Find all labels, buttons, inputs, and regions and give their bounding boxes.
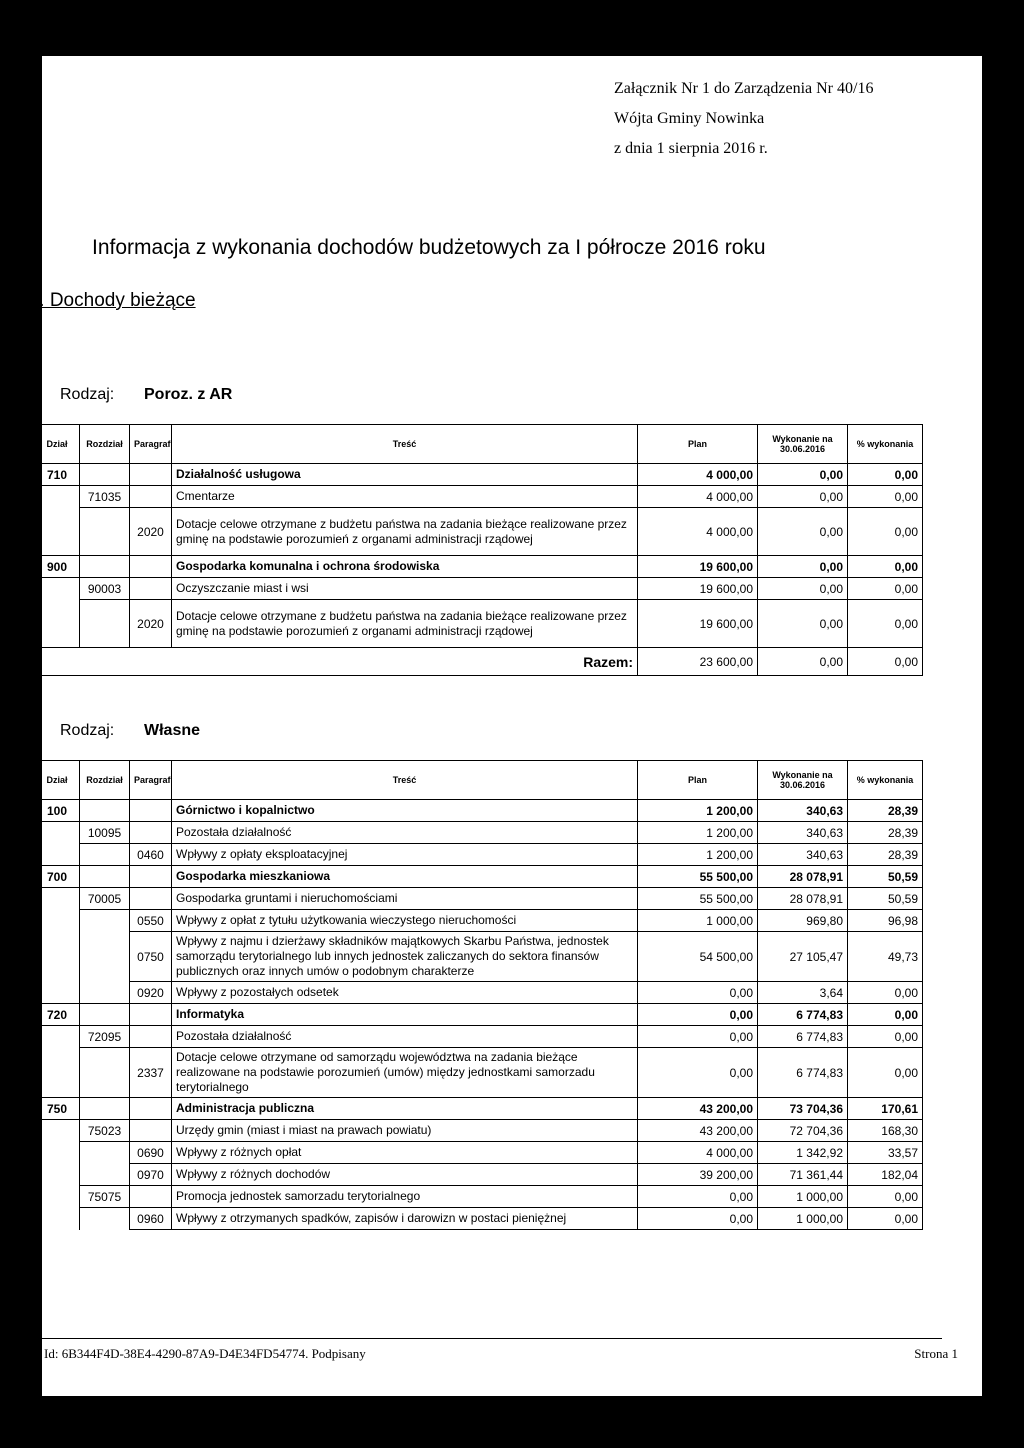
table-row xyxy=(35,1164,923,1186)
cell-paragraf xyxy=(130,486,172,508)
total-procent: 0,00 xyxy=(848,648,923,676)
cell-plan: 0,00 xyxy=(638,1186,758,1208)
cell-plan: 1 000,00 xyxy=(638,910,758,932)
cell-paragraf: 0750 xyxy=(130,932,172,982)
footer-rule xyxy=(42,1338,942,1339)
cell-wykonanie: 0,00 xyxy=(758,600,848,648)
cell-paragraf: 2020 xyxy=(130,508,172,556)
cell-rozdzial xyxy=(80,508,130,556)
document-id: Id: 6B344F4D-38E4-4290-87A9-D4E34FD54774. Podpisany xyxy=(44,1346,366,1361)
table-row xyxy=(35,800,923,822)
cell-tresc: Gospodarka gruntami i nieruchomościami xyxy=(172,888,638,910)
cell-dzial: 750 xyxy=(35,1098,80,1120)
cell-dzial: 100 xyxy=(35,800,80,822)
cell-dzial xyxy=(35,1142,80,1164)
cell-dzial xyxy=(35,822,80,844)
cell-wykonanie: 6 774,83 xyxy=(758,1026,848,1048)
cell-procent: 50,59 xyxy=(848,888,923,910)
cell-tresc: Administracja publiczna xyxy=(172,1098,638,1120)
cell-rozdzial xyxy=(80,1048,130,1098)
cell-rozdzial: 71035 xyxy=(80,486,130,508)
cell-procent: 0,00 xyxy=(848,1208,923,1230)
cell-plan: 43 200,00 xyxy=(638,1120,758,1142)
cell-paragraf: 0920 xyxy=(130,982,172,1004)
cell-plan: 1 200,00 xyxy=(638,844,758,866)
document-title: Informacja z wykonania dochodów budżetowych za I półrocze 2016 roku xyxy=(92,236,766,259)
header-paragraf: Paragraf xyxy=(130,425,172,464)
cell-rozdzial: 72095 xyxy=(80,1026,130,1048)
cell-rozdzial xyxy=(80,910,130,932)
header-paragraf: Paragraf xyxy=(130,761,172,800)
cell-tresc: Promocja jednostek samorzadu terytorialnego xyxy=(172,1186,638,1208)
header-tresc: Treść xyxy=(172,425,638,464)
cell-dzial: 900 xyxy=(35,556,80,578)
cell-rozdzial xyxy=(80,1164,130,1186)
cell-dzial xyxy=(35,508,80,556)
cell-procent: 28,39 xyxy=(848,800,923,822)
cell-tresc: Oczyszczanie miast i wsi xyxy=(172,578,638,600)
cell-procent: 0,00 xyxy=(848,508,923,556)
cell-dzial xyxy=(35,888,80,910)
cell-wykonanie: 1 000,00 xyxy=(758,1186,848,1208)
cell-plan: 55 500,00 xyxy=(638,888,758,910)
document-header xyxy=(614,74,873,164)
cell-dzial: 720 xyxy=(35,1004,80,1026)
cell-tresc: Wpływy z pozostałych odsetek xyxy=(172,982,638,1004)
cell-procent: 0,00 xyxy=(848,578,923,600)
cell-plan: 0,00 xyxy=(638,1026,758,1048)
cell-rozdzial xyxy=(80,1004,130,1026)
cell-plan: 19 600,00 xyxy=(638,556,758,578)
table-row xyxy=(35,1120,923,1142)
cell-wykonanie: 73 704,36 xyxy=(758,1098,848,1120)
cell-paragraf xyxy=(130,800,172,822)
cell-dzial xyxy=(35,1186,80,1208)
cell-wykonanie: 71 361,44 xyxy=(758,1164,848,1186)
table-row xyxy=(35,1048,923,1098)
cell-paragraf xyxy=(130,888,172,910)
cell-plan: 54 500,00 xyxy=(638,932,758,982)
table-row xyxy=(35,1004,923,1026)
header-procent: % wykonania xyxy=(848,761,923,800)
cell-dzial xyxy=(35,1208,80,1230)
cell-wykonanie: 0,00 xyxy=(758,464,848,486)
cell-paragraf xyxy=(130,578,172,600)
cell-plan: 4 000,00 xyxy=(638,486,758,508)
table-row xyxy=(35,932,923,982)
cell-rozdzial xyxy=(80,464,130,486)
cell-plan: 4 000,00 xyxy=(638,464,758,486)
cell-paragraf: 0960 xyxy=(130,1208,172,1230)
cell-paragraf xyxy=(130,1026,172,1048)
header-rozdzial: Rozdział xyxy=(80,761,130,800)
cell-rozdzial xyxy=(80,844,130,866)
cell-dzial xyxy=(35,486,80,508)
cell-dzial xyxy=(35,578,80,600)
table-row xyxy=(35,600,923,648)
cell-tresc: Dotacje celowe otrzymane z budżetu państwa na zadania bieżące realizowane przez gminę na podstawie porozumień z organami administracji rządowej xyxy=(172,600,638,648)
cell-paragraf xyxy=(130,1120,172,1142)
cell-tresc: Górnictwo i kopalnictwo xyxy=(172,800,638,822)
cell-dzial xyxy=(35,1048,80,1098)
cell-plan: 0,00 xyxy=(638,1208,758,1230)
cell-procent: 0,00 xyxy=(848,1004,923,1026)
section-heading: I. Dochody bieżące xyxy=(34,290,196,311)
cell-wykonanie: 1 000,00 xyxy=(758,1208,848,1230)
kind-label: Rodzaj: xyxy=(60,722,115,739)
cell-tresc: Wpływy z najmu i dzierżawy składników majątkowych Skarbu Państwa, jednostek samorządu terytorialnego lub innych jednostek zaliczanych do sektora finansów publicznych oraz innych umów o podobnym charakterze xyxy=(172,932,638,982)
kind-label-2 xyxy=(60,722,200,740)
cell-wykonanie: 969,80 xyxy=(758,910,848,932)
table-row xyxy=(35,888,923,910)
cell-tresc: Informatyka xyxy=(172,1004,638,1026)
cell-tresc: Wpływy z różnych opłat xyxy=(172,1142,638,1164)
total-plan: 23 600,00 xyxy=(638,648,758,676)
cell-procent: 0,00 xyxy=(848,1026,923,1048)
header-line-3: z dnia 1 sierpnia 2016 r. xyxy=(614,140,768,157)
cell-paragraf xyxy=(130,556,172,578)
cell-wykonanie: 0,00 xyxy=(758,508,848,556)
table-row xyxy=(35,866,923,888)
table-header-row xyxy=(35,425,923,464)
cell-tresc: Wpływy z otrzymanych spadków, zapisów i darowizn w postaci pieniężnej xyxy=(172,1208,638,1230)
table-row xyxy=(35,910,923,932)
table-row xyxy=(35,822,923,844)
cell-tresc: Wpływy z opłaty eksploatacyjnej xyxy=(172,844,638,866)
cell-wykonanie: 3,64 xyxy=(758,982,848,1004)
cell-wykonanie: 6 774,83 xyxy=(758,1004,848,1026)
cell-rozdzial xyxy=(80,1098,130,1120)
cell-dzial: 700 xyxy=(35,866,80,888)
cell-rozdzial xyxy=(80,982,130,1004)
cell-procent: 0,00 xyxy=(848,1048,923,1098)
page-number: Strona 1 xyxy=(914,1346,958,1361)
cell-procent: 50,59 xyxy=(848,866,923,888)
cell-dzial xyxy=(35,1120,80,1142)
cell-rozdzial: 70005 xyxy=(80,888,130,910)
cell-rozdzial: 75075 xyxy=(80,1186,130,1208)
total-wykonanie: 0,00 xyxy=(758,648,848,676)
header-plan: Plan xyxy=(638,425,758,464)
header-procent: % wykonania xyxy=(848,425,923,464)
header-dzial: Dział xyxy=(35,425,80,464)
cell-procent: 0,00 xyxy=(848,464,923,486)
cell-procent: 0,00 xyxy=(848,1186,923,1208)
cell-procent: 28,39 xyxy=(848,822,923,844)
cell-plan: 4 000,00 xyxy=(638,1142,758,1164)
cell-paragraf xyxy=(130,1004,172,1026)
cell-plan: 55 500,00 xyxy=(638,866,758,888)
cell-tresc: Urzędy gmin (miast i miast na prawach powiatu) xyxy=(172,1120,638,1142)
cell-wykonanie: 28 078,91 xyxy=(758,888,848,910)
cell-paragraf: 2337 xyxy=(130,1048,172,1098)
table-body-1 xyxy=(35,464,923,676)
cell-tresc: Działalność usługowa xyxy=(172,464,638,486)
table-row xyxy=(35,486,923,508)
cell-wykonanie: 1 342,92 xyxy=(758,1142,848,1164)
total-label: Razem: xyxy=(35,648,638,676)
cell-plan: 19 600,00 xyxy=(638,600,758,648)
table-row xyxy=(35,1098,923,1120)
cell-dzial xyxy=(35,910,80,932)
cell-plan: 0,00 xyxy=(638,1048,758,1098)
kind-label: Rodzaj: xyxy=(60,386,115,403)
cell-paragraf: 0690 xyxy=(130,1142,172,1164)
table-body-2 xyxy=(35,800,923,1230)
cell-dzial xyxy=(35,982,80,1004)
table-row xyxy=(35,982,923,1004)
kind-value: Własne xyxy=(144,722,201,739)
cell-plan: 39 200,00 xyxy=(638,1164,758,1186)
cell-rozdzial xyxy=(80,800,130,822)
cell-wykonanie: 0,00 xyxy=(758,578,848,600)
cell-procent: 96,98 xyxy=(848,910,923,932)
table-row xyxy=(35,556,923,578)
cell-procent: 33,57 xyxy=(848,1142,923,1164)
cell-plan: 0,00 xyxy=(638,1004,758,1026)
header-tresc: Treść xyxy=(172,761,638,800)
cell-wykonanie: 340,63 xyxy=(758,844,848,866)
header-wykonanie: Wykonanie na 30.06.2016 xyxy=(758,425,848,464)
cell-wykonanie: 27 105,47 xyxy=(758,932,848,982)
cell-dzial xyxy=(35,1164,80,1186)
cell-rozdzial xyxy=(80,1142,130,1164)
cell-wykonanie: 28 078,91 xyxy=(758,866,848,888)
cell-procent: 0,00 xyxy=(848,982,923,1004)
cell-paragraf xyxy=(130,464,172,486)
cell-dzial: 710 xyxy=(35,464,80,486)
cell-tresc: Pozostała działalność xyxy=(172,822,638,844)
cell-plan: 0,00 xyxy=(638,982,758,1004)
header-line-2: Wójta Gminy Nowinka xyxy=(614,110,765,127)
cell-wykonanie: 0,00 xyxy=(758,486,848,508)
cell-dzial xyxy=(35,600,80,648)
cell-paragraf xyxy=(130,1186,172,1208)
header-dzial: Dział xyxy=(35,761,80,800)
cell-rozdzial xyxy=(80,600,130,648)
income-table-1 xyxy=(34,424,923,676)
table-row xyxy=(35,1142,923,1164)
cell-paragraf: 2020 xyxy=(130,600,172,648)
cell-tresc: Dotacje celowe otrzymane od samorządu województwa na zadania bieżące realizowane na podstawie porozumień (umów) między jednostkami samorzadu terytorialnego xyxy=(172,1048,638,1098)
cell-procent: 0,00 xyxy=(848,486,923,508)
cell-procent: 49,73 xyxy=(848,932,923,982)
cell-plan: 19 600,00 xyxy=(638,578,758,600)
kind-label-1 xyxy=(60,386,232,404)
cell-wykonanie: 340,63 xyxy=(758,822,848,844)
cell-rozdzial xyxy=(80,556,130,578)
cell-tresc: Wpływy z opłat z tytułu użytkowania wieczystego nieruchomości xyxy=(172,910,638,932)
cell-rozdzial: 90003 xyxy=(80,578,130,600)
cell-tresc: Wpływy z różnych dochodów xyxy=(172,1164,638,1186)
cell-procent: 182,04 xyxy=(848,1164,923,1186)
table-row xyxy=(35,844,923,866)
cell-plan: 4 000,00 xyxy=(638,508,758,556)
cell-tresc: Gospodarka komunalna i ochrona środowiska xyxy=(172,556,638,578)
cell-paragraf xyxy=(130,866,172,888)
table-row xyxy=(35,1208,923,1230)
total-row xyxy=(35,648,923,676)
table-row xyxy=(35,1026,923,1048)
cell-wykonanie: 72 704,36 xyxy=(758,1120,848,1142)
cell-paragraf xyxy=(130,822,172,844)
cell-rozdzial xyxy=(80,932,130,982)
cell-procent: 170,61 xyxy=(848,1098,923,1120)
table-header-row xyxy=(35,761,923,800)
cell-wykonanie: 6 774,83 xyxy=(758,1048,848,1098)
income-table-2 xyxy=(34,760,923,1230)
cell-dzial xyxy=(35,844,80,866)
cell-procent: 0,00 xyxy=(848,600,923,648)
cell-paragraf xyxy=(130,1098,172,1120)
table-row xyxy=(35,1186,923,1208)
cell-plan: 1 200,00 xyxy=(638,822,758,844)
table-row xyxy=(35,578,923,600)
cell-rozdzial: 75023 xyxy=(80,1120,130,1142)
header-line-1: Załącznik Nr 1 do Zarządzenia Nr 40/16 xyxy=(614,80,874,97)
cell-paragraf: 0550 xyxy=(130,910,172,932)
header-plan: Plan xyxy=(638,761,758,800)
cell-tresc: Gospodarka mieszkaniowa xyxy=(172,866,638,888)
cell-procent: 168,30 xyxy=(848,1120,923,1142)
cell-rozdzial xyxy=(80,1208,130,1230)
cell-procent: 28,39 xyxy=(848,844,923,866)
cell-tresc: Pozostała działalność xyxy=(172,1026,638,1048)
cell-tresc: Dotacje celowe otrzymane z budżetu państwa na zadania bieżące realizowane przez gminę na podstawie porozumień z organami administracji rządowej xyxy=(172,508,638,556)
cell-plan: 1 200,00 xyxy=(638,800,758,822)
kind-value: Poroz. z AR xyxy=(144,386,233,403)
cell-tresc: Cmentarze xyxy=(172,486,638,508)
cell-rozdzial: 10095 xyxy=(80,822,130,844)
header-rozdzial: Rozdział xyxy=(80,425,130,464)
cell-wykonanie: 340,63 xyxy=(758,800,848,822)
cell-paragraf: 0970 xyxy=(130,1164,172,1186)
cell-wykonanie: 0,00 xyxy=(758,556,848,578)
cell-procent: 0,00 xyxy=(848,556,923,578)
cell-dzial xyxy=(35,932,80,982)
cell-paragraf: 0460 xyxy=(130,844,172,866)
table-row xyxy=(35,464,923,486)
cell-plan: 43 200,00 xyxy=(638,1098,758,1120)
header-wykonanie: Wykonanie na 30.06.2016 xyxy=(758,761,848,800)
cell-dzial xyxy=(35,1026,80,1048)
table-row xyxy=(35,508,923,556)
cell-rozdzial xyxy=(80,866,130,888)
